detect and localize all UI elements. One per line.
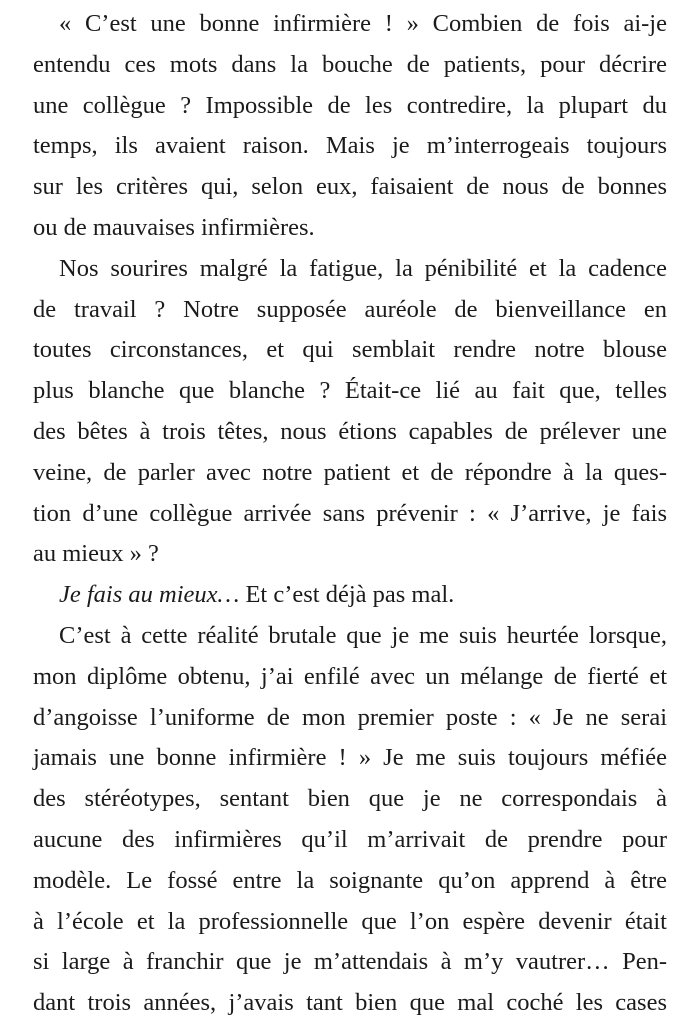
- text-line: toutes circonstances, et qui semblait rendre notre blouse: [33, 336, 667, 364]
- text-line: si large à franchir que je m’attendais à m’y vautrer… Pen-: [33, 948, 667, 976]
- text-line: à l’école et la professionnelle que l’on espère devenir était: [33, 907, 667, 935]
- text-line: jamais une bonne infirmière ! » Je me suis toujours méfiée: [33, 744, 667, 772]
- text-line: modèle. Le fossé entre la soignante qu’on apprend à être: [33, 866, 667, 894]
- text-line: aucune des infirmières qu’il m’arrivait de prendre pour: [33, 825, 667, 853]
- text-line: dant trois années, j’avais tant bien que mal coché les cases: [33, 989, 667, 1017]
- text-line: mon diplôme obtenu, j’ai enfilé avec un mélange de fierté et: [33, 662, 667, 690]
- text-line: des stéréotypes, sentant bien que je ne correspondais à: [33, 785, 667, 813]
- body-text: [33, 4, 667, 1024]
- text-line: ou de mauvaises infirmières.: [33, 213, 315, 241]
- text-line: plus blanche que blanche ? Était-ce lié au fait que, telles: [33, 377, 667, 405]
- text-line: sur les critères qui, selon eux, faisaient de nous de bonnes: [33, 173, 667, 201]
- text-line: une collègue ? Impossible de les contredire, la plupart du: [33, 91, 667, 119]
- text-line: « C’est une bonne infirmière ! » Combien de fois ai-je: [59, 10, 667, 37]
- text-line: temps, ils avaient raison. Mais je m’interrogeais toujours: [33, 132, 667, 160]
- text-line: Nos sourires malgré la fatigue, la pénibilité et la cadence: [59, 254, 667, 282]
- text-line: de travail ? Notre supposée auréole de bienveillance en: [33, 295, 667, 323]
- text-line: C’est à cette réalité brutale que je me suis heurtée lorsque,: [59, 621, 667, 649]
- text-span: Et c’est déjà pas mal.: [239, 581, 455, 609]
- text-line: des bêtes à trois têtes, nous étions capables de prélever une: [33, 417, 667, 445]
- text-line: au mieux » ?: [33, 540, 159, 568]
- text-line: d’angoisse l’uniforme de mon premier poste : « Je ne serai: [33, 703, 667, 731]
- italic-phrase: Je fais au mieux…: [59, 581, 240, 609]
- text-line: tion d’une collègue arrivée sans prévenir : « J’arrive, je fais: [33, 499, 667, 527]
- text-line: entendu ces mots dans la bouche de patients, pour décrire: [33, 50, 667, 78]
- text-line: [33, 575, 667, 616]
- text-line: veine, de parler avec notre patient et de répondre à la ques-: [33, 458, 667, 486]
